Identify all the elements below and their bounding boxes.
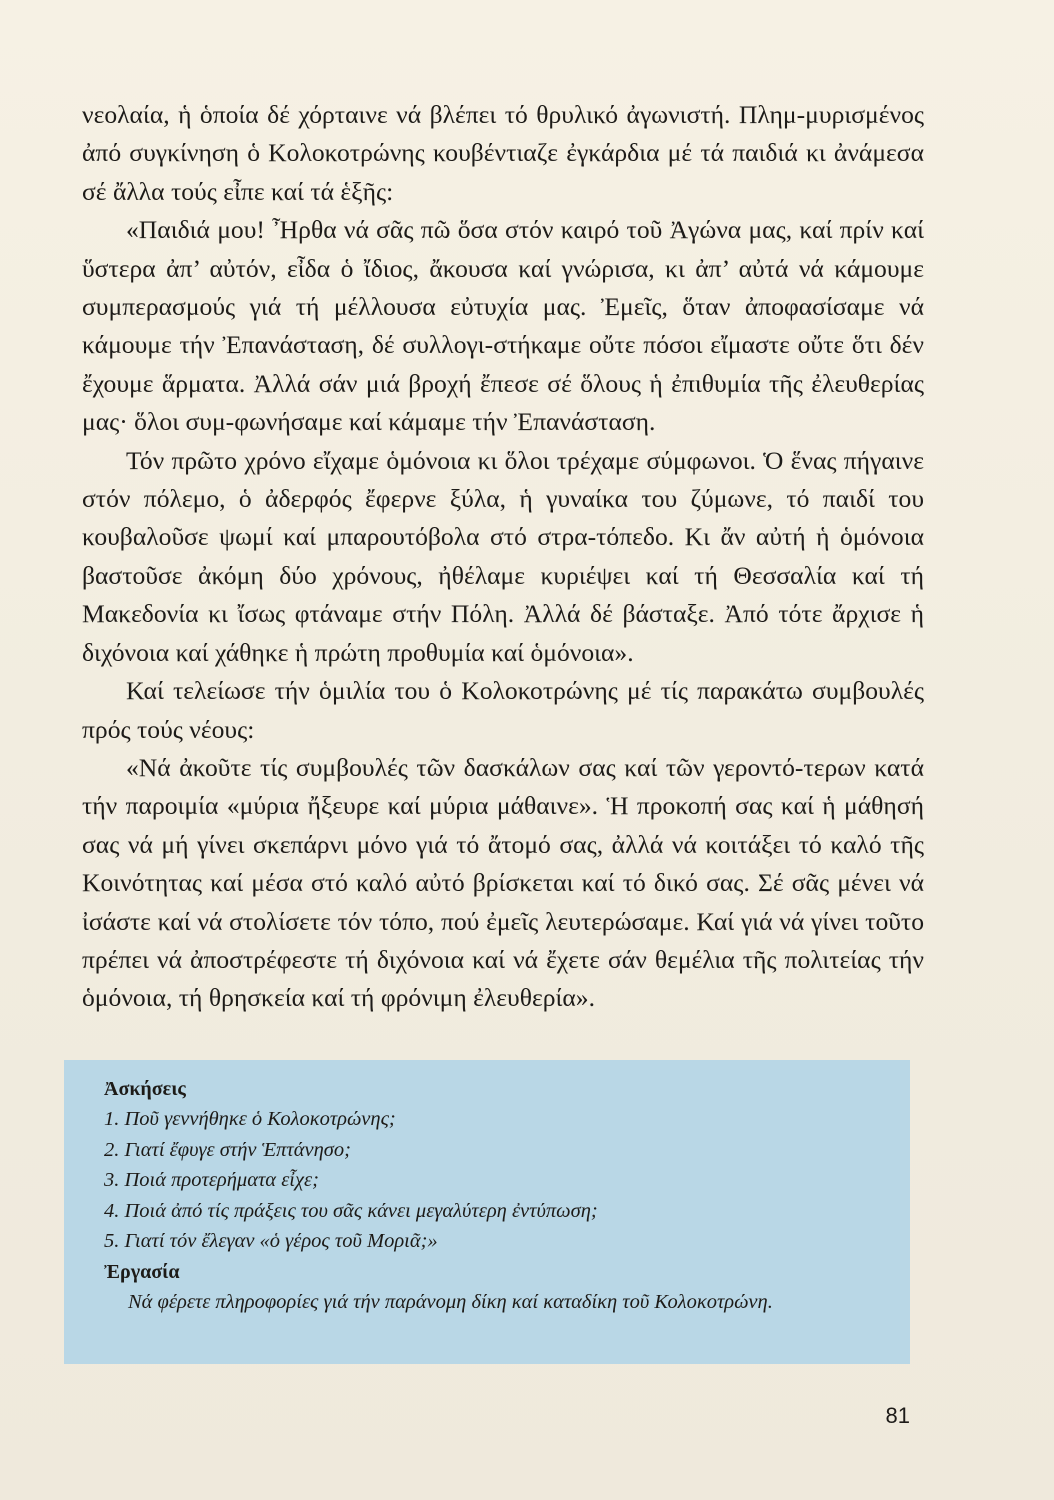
paragraph-2: «Παιδιά μου! Ἦρθα νά σᾶς πῶ ὅσα στόν καιρό τοῦ Ἀγώνα μας, καί πρίν καί ὕστερα ἀπ’ αὐτόν, εἶδα ὁ ἴδιος, ἄκουσα καί γνώρισα, κι ἀπ’ αὐτά νά κάμουμε συμπερασμούς γιά τή μέλλουσα εὐτυχία μας. Ἐμεῖς, ὅταν ἀποφασίσαμε νά κάμουμε τήν Ἐπανάσταση, δέ συλλογι-στήκαμε οὔτε πόσοι εἴμαστε οὔτε ὅτι δέν ἔχουμε ἅρματα. Ἀλλά σάν μιά βροχή ἔπεσε σέ ὅλους ἡ ἐπιθυμία τῆς ἐλευθερίας μας· ὅλοι συμ-φωνήσαμε καί κάμαμε τήν Ἐπανάσταση.	[82, 215, 924, 437]
paragraph-4: Καί τελείωσε τήν ὁμιλία του ὁ Κολοκοτρώνης μέ τίς παρακάτω συμβουλές πρός τούς νέους:	[82, 676, 924, 744]
page-number: 81	[885, 1403, 910, 1428]
paragraph-1: νεολαία, ἡ ὁποία δέ χόρταινε νά βλέπει τό θρυλικό ἀγωνιστή. Πλημ-μυρισμένος ἀπό συγκίνηση ὁ Κολοκοτρώνης κουβέντιαζε ἐγκάρδια μέ τά παιδιά κι ἀνάμεσα σέ ἄλλα τούς εἶπε καί τά ἑξῆς:	[82, 100, 924, 206]
paragraph-3: Τόν πρῶτο χρόνο εἴχαμε ὁμόνοια κι ὅλοι τρέχαμε σύμφωνοι. Ὁ ἕνας πήγαινε στόν πόλεμο, ὁ ἀδερφός ἔφερνε ξύλα, ἡ γυναίκα του ζύμωνε, τό παιδί του κουβαλοῦσε ψωμί καί μπαρουτόβολα στό στρα-τόπεδο. Κι ἄν αὐτή ἡ ὁμόνοια βαστοῦσε ἀκόμη δύο χρόνους, ἠθέλαμε κυριέψει καί τή Θεσσαλία καί τή Μακεδονία κι ἴσως φτάναμε στήν Πόλη. Ἀλλά δέ βάσταξε. Ἀπό τότε ἄρχισε ἡ διχόνοια καί χάθηκε ἡ πρώτη προθυμία καί ὁμόνοια».	[82, 445, 924, 667]
work-heading: Ἐργασία	[104, 1260, 180, 1283]
exercise-item: 2. Γιατί ἔφυγε στήν Ἑπτάνησο;	[104, 1138, 351, 1161]
exercise-item: 4. Ποιά ἀπό τίς πράξεις του σᾶς κάνει μεγαλύτερη ἐντύπωση;	[104, 1199, 598, 1222]
paragraph-5: «Νά ἀκοῦτε τίς συμβουλές τῶν δασκάλων σας καί τῶν γεροντό-τερων κατά τήν παροιμία «μύρια ἤξευρε καί μύρια μάθαινε». Ἡ προκοπή σας καί ἡ μάθησή σας νά μή γίνει σκεπάρνι μόνο γιά τό ἄτομό σας, ἀλλά νά κοιτάξει τό καλό τῆς Κοινότητας καί μέσα στό καλό αὐτό βρίσκεται καί τό δικό σας. Σέ σᾶς μένει νά ἰσάστε καί νά στολίσετε τόν τόπο, πού ἐμεῖς λευτερώσαμε. Καί γιά νά γίνει τοῦτο πρέπει νά ἀποστρέφεστε τή διχόνοια καί νά ἔχετε σάν θεμέλια τῆς πολιτείας τήν ὁμόνοια, τή θρησκεία καί τή φρόνιμη ἐλευθερία».	[82, 752, 924, 1013]
exercises-heading: Ἀσκήσεις	[104, 1078, 186, 1100]
exercise-item: 1. Ποῦ γεννήθηκε ὁ Κολοκοτρώνης;	[104, 1108, 396, 1130]
exercise-item: 3. Ποιά προτερήματα εἶχε;	[104, 1169, 319, 1191]
exercises-box	[64, 1060, 910, 1364]
exercise-item: 5. Γιατί τόν ἔλεγαν «ὁ γέρος τοῦ Μοριᾶ;»	[104, 1230, 438, 1252]
main-text	[82, 96, 924, 1018]
work-text: Νά φέρετε πληροφορίες γιά τήν παράνομη δίκη καί καταδίκη τοῦ Κολοκοτρώνη.	[128, 1290, 773, 1313]
